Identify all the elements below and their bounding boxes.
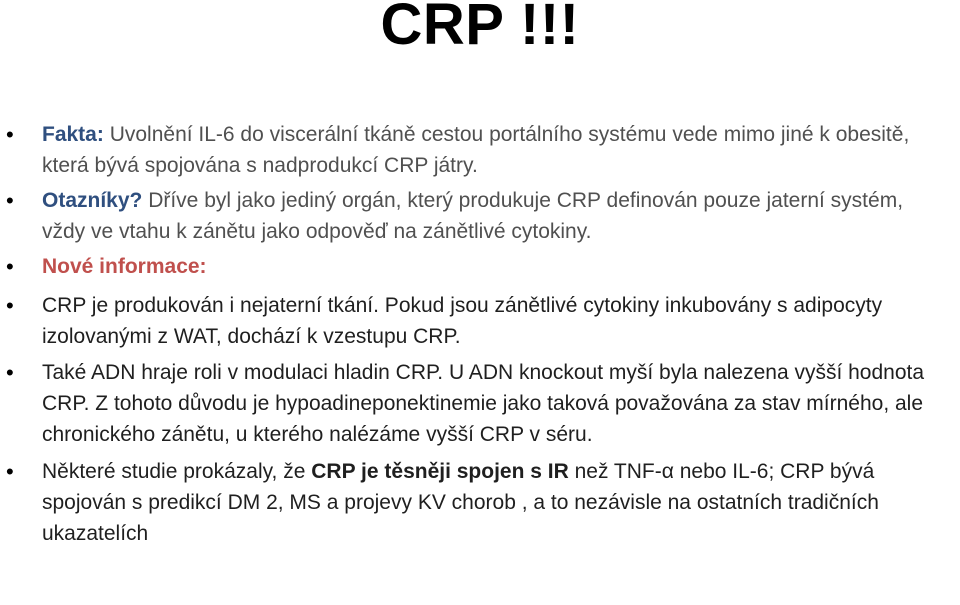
bullet-text-studie-a: Některé studie prokázaly, že [42, 460, 312, 483]
bullet-text-otazniky: Dříve byl jako jediný orgán, který produkuje CRP definován pouze jaterní systém, vždy ve vtahu k zánětu jako odpověď na zánětlivé cytokiny. [42, 189, 904, 243]
bullet-text-crp-nejaterni: CRP je produkován i nejaterní tkání. Pokud jsou zánětlivé cytokiny inkubovány s adipocyty izolovanými z WAT, dochází k vzestupu CRP. [42, 294, 883, 348]
bullet-fakta [0, 119, 960, 181]
bullet-label-otazniky: Otazníky? [42, 189, 143, 212]
bullet-text-fakta: Uvolnění IL-6 do viscerální tkáně cestou portálního systému vede mimo jiné k obesitě, která bývá spojována s nadprodukcí CRP játry. [42, 123, 910, 177]
bullet-studie [0, 456, 960, 549]
bullet-text-studie-bold: CRP je těsněji spojen s IR [311, 460, 569, 483]
bullet-dot-icon: • [6, 360, 14, 385]
bullet-adn [0, 357, 960, 450]
bullet-nove-informace [0, 251, 960, 282]
bullet-dot-icon: • [6, 122, 14, 147]
bullet-dot-icon: • [6, 254, 14, 279]
bullet-label-nove-informace: Nové informace: [42, 255, 207, 278]
bullet-list [0, 119, 960, 549]
bullet-otazniky [0, 185, 960, 247]
slide-title: CRP !!! [380, 0, 580, 57]
bullet-dot-icon: • [6, 459, 14, 484]
bullet-text-studie-b: než TNF-α nebo IL-6; CRP bývá spojován s predikcí DM 2, MS a projevy KV chorob , a to nezávisle na ostatních tradičních ukazatelích [42, 460, 879, 545]
bullet-text-adn: Také ADN hraje roli v modulaci hladin CRP. U ADN knockout myší byla nalezena vyšší hodnota CRP. Z tohoto důvodu je hypoadineponektinemie jako taková považována za stav mírného, ale chronického zánětu, u kterého nalézáme vyšší CRP v séru. [42, 361, 925, 446]
bullet-dot-icon: • [6, 293, 14, 318]
bullet-crp-nejaterni [0, 290, 960, 352]
bullet-dot-icon: • [6, 188, 14, 213]
bullet-label-fakta: Fakta: [42, 123, 104, 146]
